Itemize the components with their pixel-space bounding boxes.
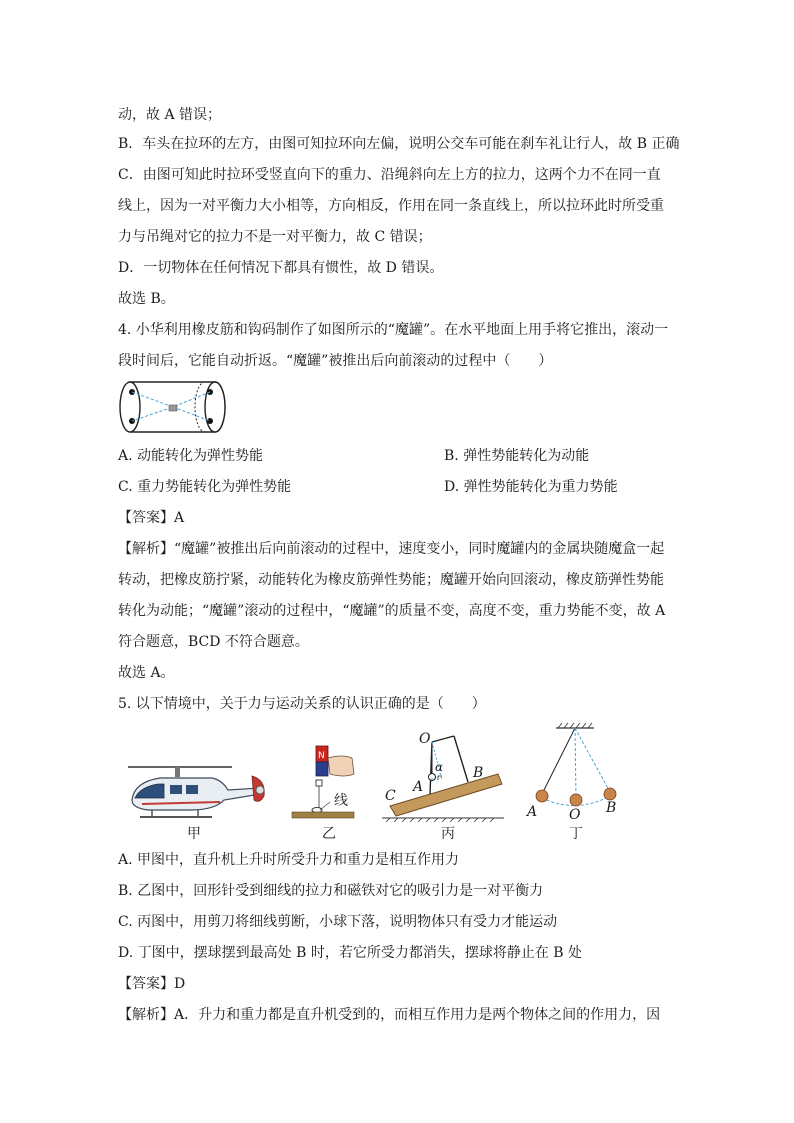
q4-stem-1: 4. 小华利用橡皮筋和钩码制作了如图所示的“魔罐”。在水平地面上用手将它推出，滚动一 xyxy=(118,322,669,338)
q4-explanation-3: 转化为动能；“魔罐”滚动的过程中，“魔罐”的质量不变，高度不变，重力势能不变，故 A xyxy=(118,603,666,619)
q4-option-b: B. 弹性势能转化为动能 xyxy=(444,448,590,464)
figure-label-xian: 线 xyxy=(334,793,348,809)
caption-jia: 甲 xyxy=(187,826,201,842)
q4-stem-2: 段时间后，它能自动折返。“魔罐”被推出后向前滚动的过程中（ ） xyxy=(118,353,553,369)
q4-choose: 故选 A。 xyxy=(118,665,175,681)
caption-yi: 乙 xyxy=(322,826,336,842)
figure-label-a-bing: A xyxy=(413,779,424,795)
q4-answer: 【答案】A xyxy=(118,510,185,526)
figure-label-alpha: α xyxy=(435,760,444,774)
magnet-n-label: N xyxy=(318,751,325,761)
figure-label-o-bing: O xyxy=(419,731,431,747)
caption-ding: 丁 xyxy=(569,826,583,842)
q4-option-a: A. 动能转化为弹性势能 xyxy=(118,448,264,464)
figure-label-o-ding: O xyxy=(569,807,581,823)
q5-answer: 【答案】D xyxy=(118,976,186,992)
q4-option-d: D. 弹性势能转化为重力势能 xyxy=(444,479,618,495)
figure-label-b-ding: B xyxy=(606,800,617,816)
figure-label-b-bing: B xyxy=(473,765,484,781)
caption-bing: 丙 xyxy=(441,826,455,842)
q5-option-a: A. 甲图中，直升机上升时所受升力和重力是相互作用力 xyxy=(118,852,460,868)
q5-explanation-1: 【解析】A．升力和重力都是直升机受到的，而相互作用力是两个物体之间的作用力，因 xyxy=(118,1007,661,1023)
q4-explanation-4: 符合题意，BCD 不符合题意。 xyxy=(118,634,309,650)
q5-option-b: B. 乙图中，回形针受到细线的拉力和磁铁对它的吸引力是一对平衡力 xyxy=(118,883,544,899)
helicopter-figure xyxy=(120,760,270,822)
prev-line-6: D．一切物体在任何情况下都具有惯性，故 D 错误。 xyxy=(118,260,444,276)
prev-line-3: C．由图可知此时拉环受竖直向下的重力、沿绳斜向左上方的拉力，这两个力不在同一直 xyxy=(118,167,661,183)
q4-option-c: C. 重力势能转化为弹性势能 xyxy=(118,479,292,495)
q5-option-d: D. 丁图中，摆球摆到最高处 B 时，若它所受力都消失，摆球将静止在 B 处 xyxy=(118,945,583,961)
q5-stem: 5. 以下情境中，关于力与运动关系的认识正确的是（ ） xyxy=(118,696,486,712)
figure-label-a-ding: A xyxy=(527,804,538,820)
prev-line-4: 线上，因为一对平衡力大小相等，方向相反，作用在同一条直线上，所以拉环此时所受重 xyxy=(118,198,664,214)
q4-explanation-1: 【解析】“魔罐”被推出后向前滚动的过程中，速度变小，同时魔罐内的金属块随魔盒一起 xyxy=(118,541,665,557)
prev-line-1: 动，故 A 错误； xyxy=(118,107,222,123)
figure-label-c-bing: C xyxy=(385,788,396,804)
prev-line-5: 力与吊绳对它的拉力不是一对平衡力，故 C 错误； xyxy=(118,229,432,245)
magic-can-figure xyxy=(118,377,230,437)
prev-line-2: B．车头在拉环的左方，由图可知拉环向左偏，说明公交车可能在刹车礼让行人，故 B 正确 xyxy=(118,136,680,152)
q4-explanation-2: 转动，把橡皮筋拧紧，动能转化为橡皮筋弹性势能；魔罐开始向回滚动，橡皮筋弹性势能 xyxy=(118,572,664,588)
q5-option-c: C. 丙图中，用剪刀将细线剪断，小球下落，说明物体只有受力才能运动 xyxy=(118,914,558,930)
prev-line-7: 故选 B。 xyxy=(118,291,175,307)
